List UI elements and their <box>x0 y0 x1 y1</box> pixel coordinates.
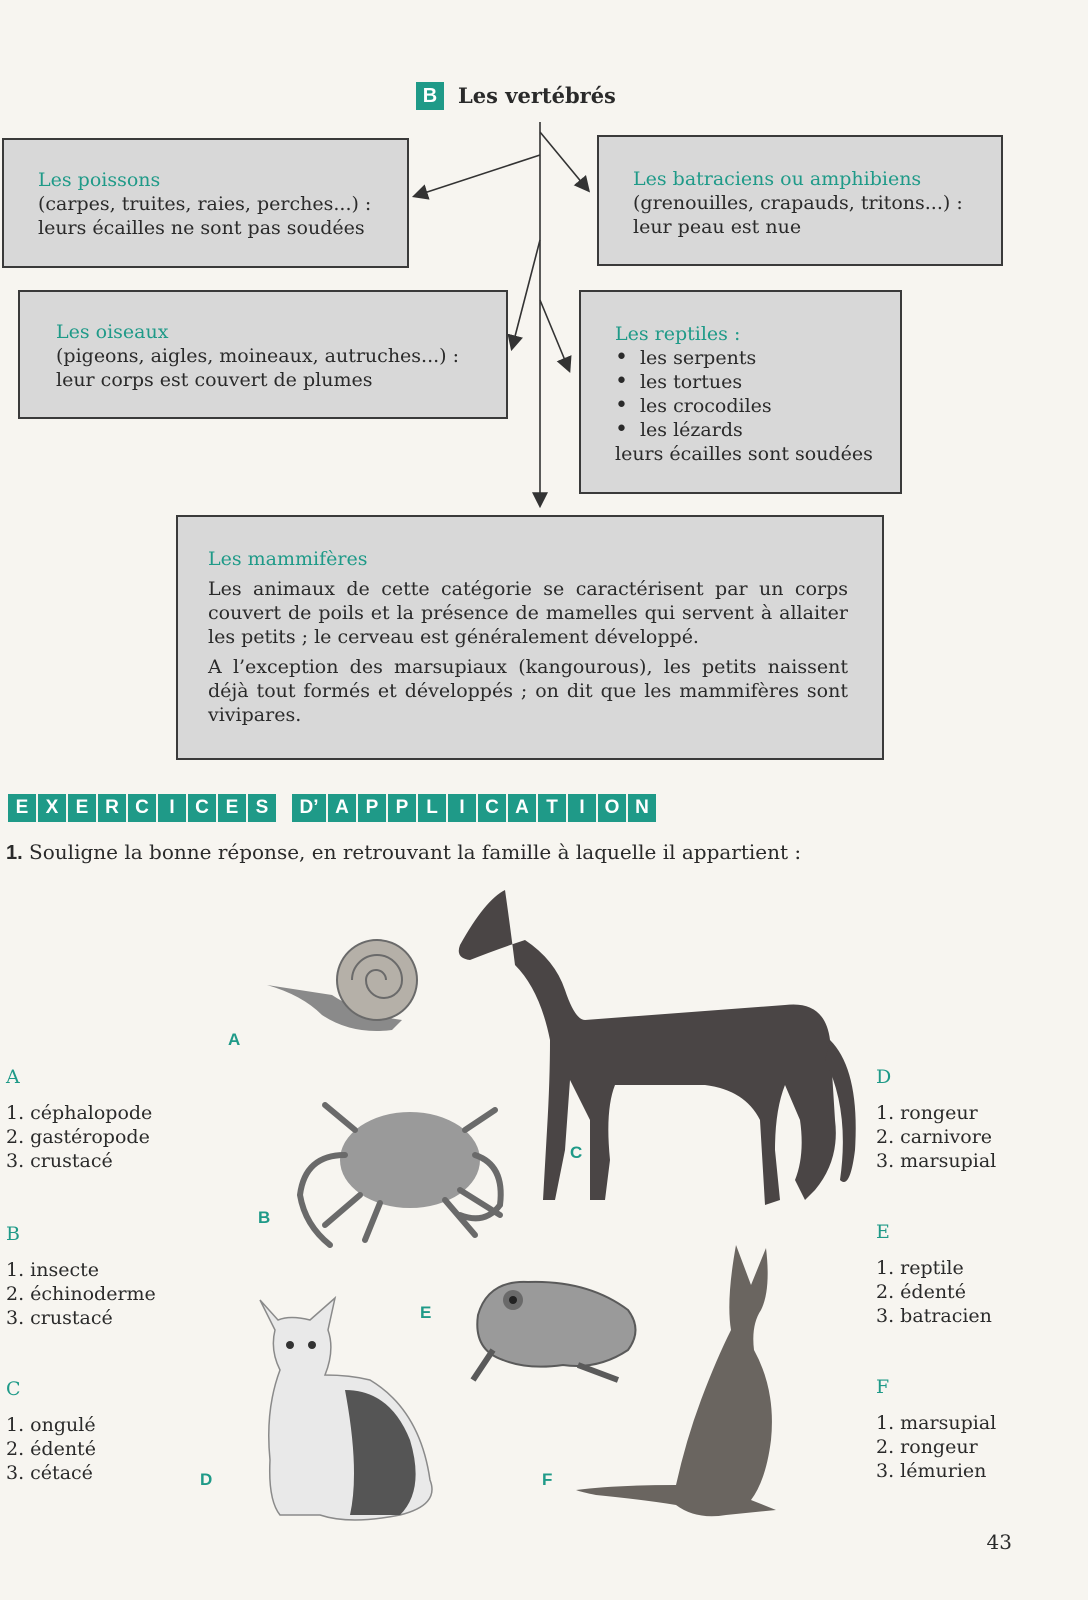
box-title: Les oiseaux <box>56 321 169 343</box>
section-title: Les vertébrés <box>458 83 616 108</box>
question-number: 1. <box>6 842 23 864</box>
group-label: D <box>876 1066 892 1088</box>
kangaroo-image <box>576 1240 836 1540</box>
answer-group-c <box>6 1377 96 1485</box>
banner-letter: E <box>218 794 246 822</box>
answer-option[interactable]: 1. ongulé <box>6 1414 96 1436</box>
list-item: • les serpents <box>615 346 900 370</box>
banner-letter: T <box>538 794 566 822</box>
banner-letter: P <box>388 794 416 822</box>
answer-option[interactable]: 2. gastéropode <box>6 1126 150 1148</box>
box-mammiferes <box>176 515 884 760</box>
box-text: (pigeons, aigles, moineaux, autruches...) : <box>56 345 460 367</box>
question-1 <box>6 840 801 865</box>
banner-letter: N <box>628 794 656 822</box>
page-number: 43 <box>986 1530 1012 1554</box>
list-item: • les crocodiles <box>615 394 900 418</box>
box-title: Les reptiles : <box>615 323 741 345</box>
banner-letter: D’ <box>292 794 326 822</box>
banner-letter: I <box>448 794 476 822</box>
banner-letter: S <box>248 794 276 822</box>
answer-group-b <box>6 1222 156 1330</box>
answer-option[interactable]: 1. insecte <box>6 1259 99 1281</box>
banner-letter: X <box>38 794 66 822</box>
box-text: leurs écailles ne sont pas soudées <box>38 217 365 239</box>
box-text: (carpes, truites, raies, perches...) : <box>38 193 372 215</box>
answer-option[interactable]: 3. marsupial <box>876 1150 997 1172</box>
banner-letter: I <box>158 794 186 822</box>
answer-option[interactable]: 2. rongeur <box>876 1436 978 1458</box>
group-label: B <box>6 1223 20 1245</box>
box-text: leur peau est nue <box>633 216 802 238</box>
group-label: C <box>6 1378 21 1400</box>
answer-option[interactable]: 3. crustacé <box>6 1150 113 1172</box>
answer-option[interactable]: 2. édenté <box>876 1281 966 1303</box>
banner-letter: P <box>358 794 386 822</box>
answer-group-e <box>876 1220 992 1328</box>
image-label-horse: C <box>570 1143 583 1162</box>
answer-option[interactable]: 3. lémurien <box>876 1460 987 1482</box>
box-title: Les batraciens ou amphibiens <box>633 168 922 190</box>
answer-option[interactable]: 1. rongeur <box>876 1102 978 1124</box>
box-oiseaux <box>18 290 508 419</box>
answer-option[interactable]: 2. édenté <box>6 1438 96 1460</box>
exercices-banner <box>8 794 658 824</box>
box-paragraph: A l’exception des marsupiaux (kangourous), les petits naissent déjà tout formés et développés ; on dit que les mammifères sont vivipares. <box>208 656 848 726</box>
answer-option[interactable]: 2. carnivore <box>876 1126 993 1148</box>
box-text: (grenouilles, crapauds, tritons...) : <box>633 192 963 214</box>
banner-letter: C <box>188 794 216 822</box>
group-label: F <box>876 1376 890 1398</box>
image-label-cat: D <box>200 1470 213 1489</box>
box-title: Les poissons <box>38 169 161 191</box>
image-label-frog: E <box>420 1303 432 1322</box>
list-item: • les lézards <box>615 418 900 442</box>
answer-group-a <box>6 1065 152 1173</box>
banner-letter: O <box>598 794 626 822</box>
answer-group-d <box>876 1065 996 1173</box>
banner-letter: L <box>418 794 446 822</box>
box-poissons <box>2 138 409 268</box>
answer-option[interactable]: 1. marsupial <box>876 1412 997 1434</box>
banner-letter: I <box>568 794 596 822</box>
answer-group-f <box>876 1375 996 1483</box>
image-label-snail: A <box>228 1030 241 1049</box>
answer-option[interactable]: 1. reptile <box>876 1257 964 1279</box>
banner-letter: E <box>8 794 36 822</box>
banner-letter: A <box>328 794 356 822</box>
box-text: leurs écailles sont soudées <box>615 443 873 465</box>
image-label-crab: B <box>258 1208 271 1227</box>
banner-letter: C <box>478 794 506 822</box>
banner-letter: A <box>508 794 536 822</box>
answer-option[interactable]: 3. cétacé <box>6 1462 93 1484</box>
reptiles-list <box>615 346 900 442</box>
box-title: Les mammifères <box>208 548 368 570</box>
group-label: A <box>6 1066 20 1088</box>
snail-image <box>262 935 422 1055</box>
banner-letter: C <box>128 794 156 822</box>
box-reptiles <box>579 290 902 494</box>
question-text: Souligne la bonne réponse, en retrouvant la famille à laquelle il appartient : <box>29 840 802 864</box>
section-badge: B <box>416 82 444 110</box>
horse-image <box>455 870 875 1230</box>
box-paragraph: Les animaux de cette catégorie se caractérisent par un corps couvert de poils et la présence de mamelles qui servent à allaiter les petits ; le cerveau est généralement développé. <box>208 578 848 648</box>
banner-letter: E <box>68 794 96 822</box>
answer-option[interactable]: 2. échinoderme <box>6 1283 156 1305</box>
image-label-kangaroo: F <box>542 1470 553 1489</box>
box-batraciens <box>597 135 1003 266</box>
answer-option[interactable]: 3. crustacé <box>6 1307 113 1329</box>
list-item: • les tortues <box>615 370 900 394</box>
box-text: leur corps est couvert de plumes <box>56 369 373 391</box>
group-label: E <box>876 1221 890 1243</box>
banner-letter: R <box>98 794 126 822</box>
cat-image <box>250 1290 450 1530</box>
answer-option[interactable]: 1. céphalopode <box>6 1102 153 1124</box>
answer-option[interactable]: 3. batracien <box>876 1305 992 1327</box>
